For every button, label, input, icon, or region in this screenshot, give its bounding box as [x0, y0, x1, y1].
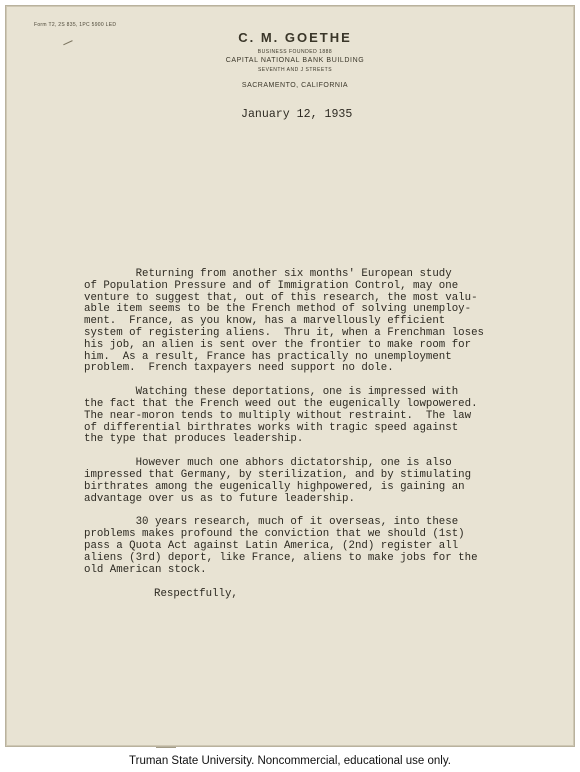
text-line: old American stock.: [84, 563, 207, 576]
paragraph: [84, 517, 514, 576]
letterhead-building: CAPITAL NATIONAL BANK BUILDING: [225, 57, 365, 64]
text-line: Returning from another six months' European study: [84, 268, 452, 280]
text-line: problem. French taxpayers need support no dole.: [84, 362, 394, 375]
text-line: the fact that the French weed out the eugenically lowpowered.: [84, 397, 478, 410]
text-line: 30 years research, much of it overseas, into these: [84, 516, 459, 529]
margin-mark: [63, 40, 75, 50]
text-line: of Population Pressure and of Immigration Control, may one: [84, 279, 459, 292]
paragraph: [84, 387, 514, 446]
text-line: venture to suggest that, out of this research, the most valu-: [84, 291, 478, 304]
text-line: The near-moron tends to multiply without restraint. The law: [84, 409, 472, 422]
text-line: However much one abhors dictatorship, one is also: [84, 457, 452, 470]
paragraph: [84, 269, 514, 375]
text-line: impressed that Germany, by sterilization, and by stimulating: [84, 468, 472, 481]
text-line: his job, an alien is sent over the frontier to make room for: [84, 338, 472, 351]
letterhead-founded: BUSINESS FOUNDED 1888: [257, 49, 333, 55]
letterhead-streets: SEVENTH AND J STREETS: [257, 67, 333, 73]
letterhead: [188, 30, 402, 91]
scratch-mark: [156, 744, 176, 748]
text-line: birthrates among the eugenically highpowered, is gaining an: [84, 480, 465, 493]
form-code: Form T2, 2S 835, 1PC 5900 LED: [34, 22, 117, 28]
letter-date: January 12, 1935: [241, 108, 353, 121]
paragraph: [84, 458, 514, 505]
text-line: him. As a result, France has practically no unemployment: [84, 350, 452, 363]
text-line: advantage over us as to future leadership.: [84, 492, 355, 505]
text-line: Watching these deportations, one is impressed with: [84, 386, 459, 399]
text-line: ment. France, as you know, has a marvellously efficient: [84, 315, 446, 328]
text-line: able item seems to be the French method of solving unemploy-: [84, 303, 472, 316]
text-line: aliens (3rd) deport, like France, aliens to make jobs for the: [84, 551, 478, 564]
text-line: of differential birthrates works with tragic speed against: [84, 421, 459, 434]
letter-body: [84, 269, 514, 588]
text-line: pass a Quota Act against Latin America, (2nd) register all: [84, 539, 459, 552]
credit-line: Truman State University. Noncommercial, educational use only.: [129, 755, 451, 767]
letter-closing: Respectfully,: [154, 588, 238, 600]
text-line: the type that produces leadership.: [84, 433, 304, 446]
letterhead-city: SACRAMENTO, CALIFORNIA: [241, 82, 349, 89]
letter-page: [6, 6, 574, 746]
text-line: system of registering aliens. Thru it, when a Frenchman loses: [84, 326, 484, 339]
text-line: problems makes profound the conviction that we should (1st): [84, 528, 465, 541]
letterhead-name: C. M. GOETHE: [238, 30, 352, 45]
